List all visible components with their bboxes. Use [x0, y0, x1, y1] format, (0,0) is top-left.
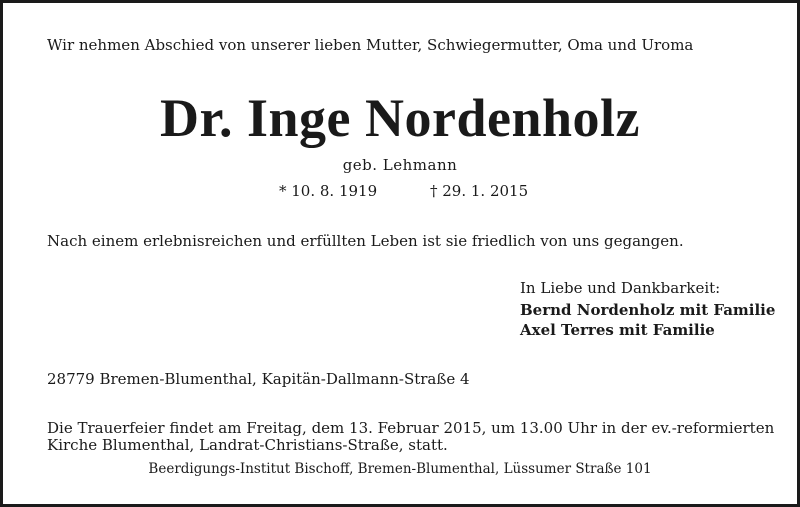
family-member-2: Axel Terres mit Familie	[520, 321, 715, 339]
thanks-heading: In Liebe und Dankbarkeit:	[520, 279, 721, 297]
birth-date: * 10. 8. 1919	[279, 182, 378, 200]
family-member-1: Bernd Nordenholz mit Familie	[520, 301, 776, 319]
family-address: 28779 Bremen-Blumenthal, Kapitän-Dallmann-Straße 4	[47, 370, 470, 388]
intro-text: Wir nehmen Abschied von unserer lieben Mutter, Schwiegermutter, Oma und Uroma	[47, 36, 694, 54]
maiden-name: geb. Lehmann	[342, 156, 458, 174]
deceased-name: Dr. Inge Nordenholz	[159, 88, 641, 148]
death-date: † 29. 1. 2015	[430, 182, 529, 200]
service-info-line-2: Kirche Blumenthal, Landrat-Christians-Straße, statt.	[47, 436, 448, 454]
service-info-line-1: Die Trauerfeier findet am Freitag, dem 13. Februar 2015, um 13.00 Uhr in der ev.-reformierten	[47, 419, 775, 437]
funeral-home-info: Beerdigungs-Institut Bischoff, Bremen-Blumenthal, Lüssumer Straße 101	[148, 461, 652, 477]
life-statement: Nach einem erlebnisreichen und erfüllten Leben ist sie friedlich von uns gegangen.	[47, 232, 684, 250]
